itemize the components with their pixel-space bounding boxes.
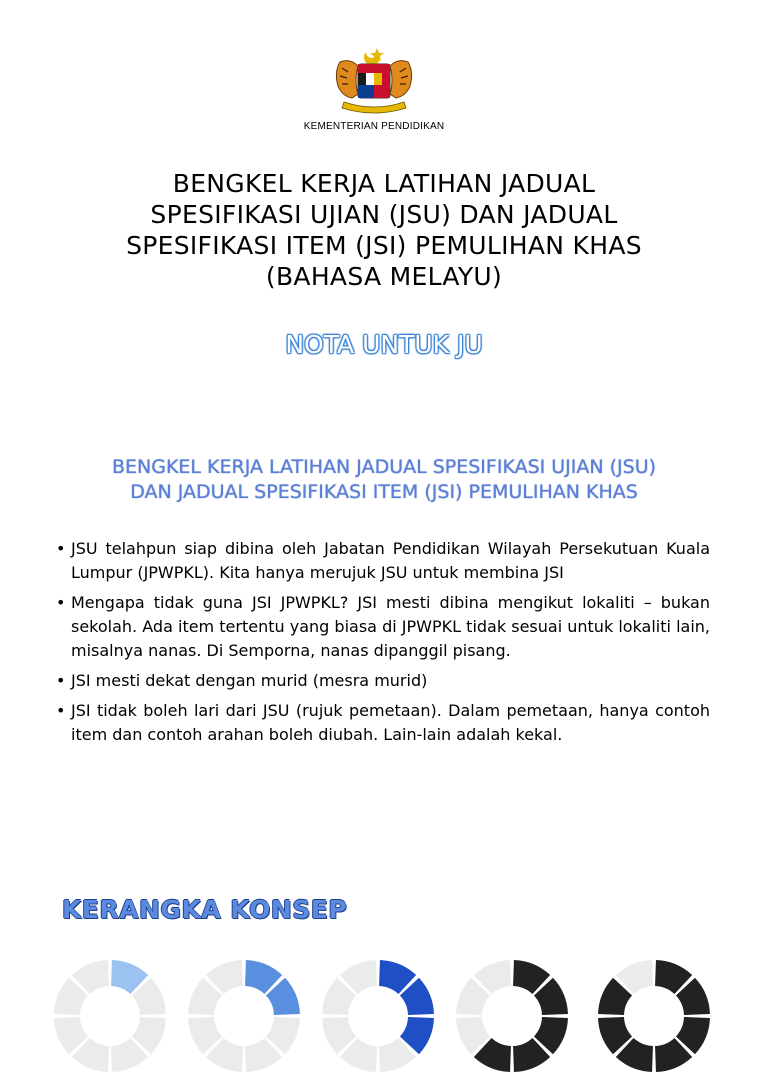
progress-donut-icon (596, 958, 712, 1074)
progress-donut-icon (186, 958, 302, 1074)
list-item-text: Mengapa tidak guna JSI JPWPKL? JSI mesti dibina mengikut lokaliti – bukan sekolah. Ada item tertentu yang biasa di JPWPKL tidak sesuai untuk lokaliti lain, misalnya nanas. Di Semporna, nanas dipanggil pisang. (71, 593, 710, 660)
notes-list (56, 537, 710, 753)
page-title (70, 168, 698, 292)
concept-heading: KERANGKA KONSEP (62, 895, 348, 924)
title-line-1: BENGKEL KERJA LATIHAN JADUAL (172, 169, 596, 198)
list-item-text: JSU telahpun siap dibina oleh Jabatan Pendidikan Wilayah Persekutuan Kuala Lumpur (JPWPKL). Kita hanya merujuk JSU untuk membina JSI (71, 539, 710, 582)
bullet-icon: • (56, 701, 66, 720)
title-line-4: (BAHASA MELAYU) (265, 262, 503, 291)
list-item-text: JSI tidak boleh lari dari JSU (rujuk pemetaan). Dalam pemetaan, hanya contoh item dan contoh arahan boleh diubah. Lain-lain adalah kekal. (71, 701, 710, 744)
section-heading-line-2: DAN JADUAL SPESIFIKASI ITEM (JSI) PEMULIHAN KHAS (130, 481, 638, 503)
title-line-2: SPESIFIKASI UJIAN (JSU) DAN JADUAL (150, 200, 618, 229)
list-item-text: JSI mesti dekat dengan murid (mesra murid) (71, 671, 428, 690)
progress-donut-icon (52, 958, 168, 1074)
ministry-name: KEMENTERIAN PENDIDIKAN (303, 121, 445, 132)
progress-donut-icon (320, 958, 436, 1074)
list-item (56, 591, 710, 663)
bullet-icon: • (56, 593, 66, 612)
section-heading-line-1: BENGKEL KERJA LATIHAN JADUAL SPESIFIKASI UJIAN (JSU) (111, 456, 657, 478)
bullet-icon: • (56, 671, 66, 690)
section-heading (40, 455, 728, 505)
subtitle: NOTA UNTUK JU (285, 330, 483, 359)
bullet-icon: • (56, 539, 66, 558)
list-item (56, 699, 710, 747)
list-item (56, 669, 710, 693)
coat-of-arms-icon (328, 46, 420, 116)
progress-donut-icon (454, 958, 570, 1074)
list-item (56, 537, 710, 585)
title-line-3: SPESIFIKASI ITEM (JSI) PEMULIHAN KHAS (126, 231, 642, 260)
